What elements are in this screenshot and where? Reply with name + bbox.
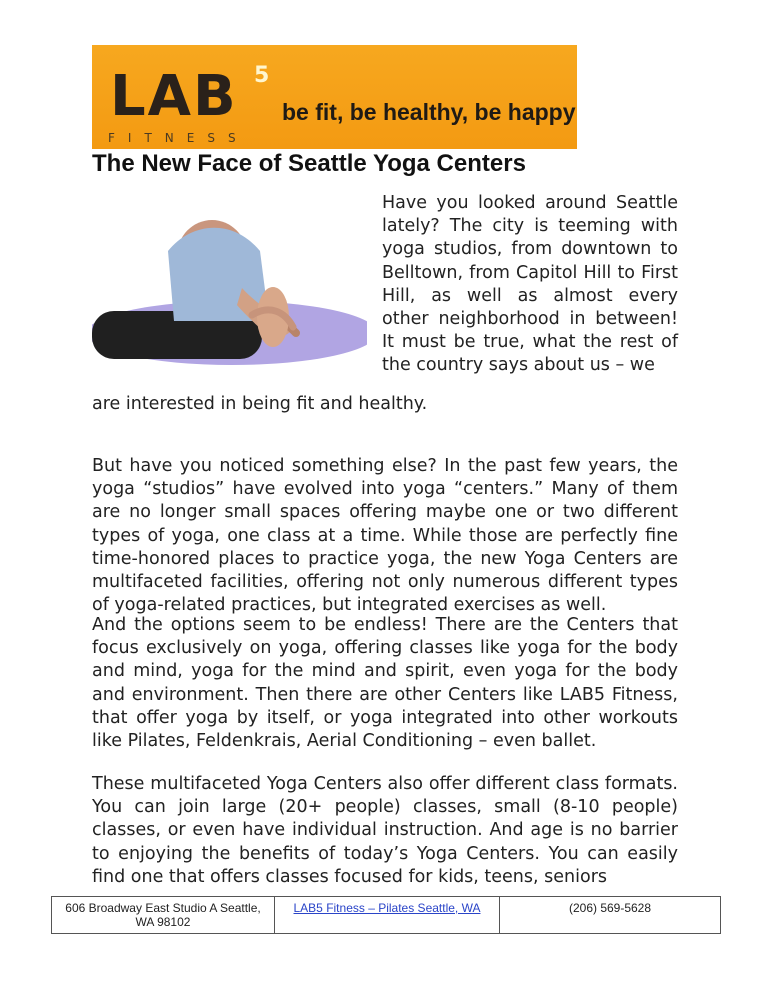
footer-address: 606 Broadway East Studio A Seattle, WA 98102 bbox=[52, 897, 275, 933]
header-banner bbox=[92, 45, 577, 149]
paragraph-4: These multifaceted Yoga Centers also offer different class formats. You can join large (20+ people) classes, small (8-10 people) classes, or even have individual instruction. And age is no barrier to enjoying the benefits of today’s Yoga Centers. You can easily find one that offers classes focused for kids, teens, seniors bbox=[92, 774, 678, 887]
paragraph-3: And the options seem to be endless! There are the Centers that focus exclusively on yoga, offering classes like yoga for the body and mind, yoga for the mind and spirit, even yoga for the body and environment. Then there are other Centers like LAB5 Fitness, that offer yoga by itself, or yoga integrated into other workouts like Pilates, Feldenkrais, Aerial Conditioning – even ballet. bbox=[92, 615, 678, 752]
logo-subtitle: FITNESS bbox=[108, 131, 249, 145]
footer-phone: (206) 569-5628 bbox=[568, 901, 652, 915]
logo-superscript: 5 bbox=[254, 63, 270, 88]
yoga-pose-photo bbox=[92, 193, 367, 388]
tagline: be fit, be healthy, be happy bbox=[282, 99, 576, 125]
footer-link[interactable]: LAB5 Fitness – Pilates Seattle, WA bbox=[275, 897, 500, 933]
logo-text: LAB bbox=[110, 64, 238, 129]
paragraph-2: But have you noticed something else? In the past few years, the yoga “studios” have evolved into yoga “centers.” Many of them are no longer small spaces offering maybe one or two different types of yoga, one class at a time. While those are perfectly fine time-honored places to practice yoga, the new Yoga Centers are multifaceted facilities, offering not only numerous different types of yoga-related practices, but integrated exercises as well. bbox=[92, 456, 678, 616]
paragraph-1-continuation: are interested in being fit and healthy. bbox=[92, 394, 428, 414]
footer-table bbox=[51, 896, 721, 934]
paragraph-1-right: Have you looked around Seattle lately? The city is teeming with yoga studios, from downtown to Belltown, from Capitol Hill to First Hill, as well as almost every other neighborhood in between! It must be true, what the rest of the country says about us – we bbox=[382, 193, 678, 376]
article-title: The New Face of Seattle Yoga Centers bbox=[92, 150, 526, 177]
